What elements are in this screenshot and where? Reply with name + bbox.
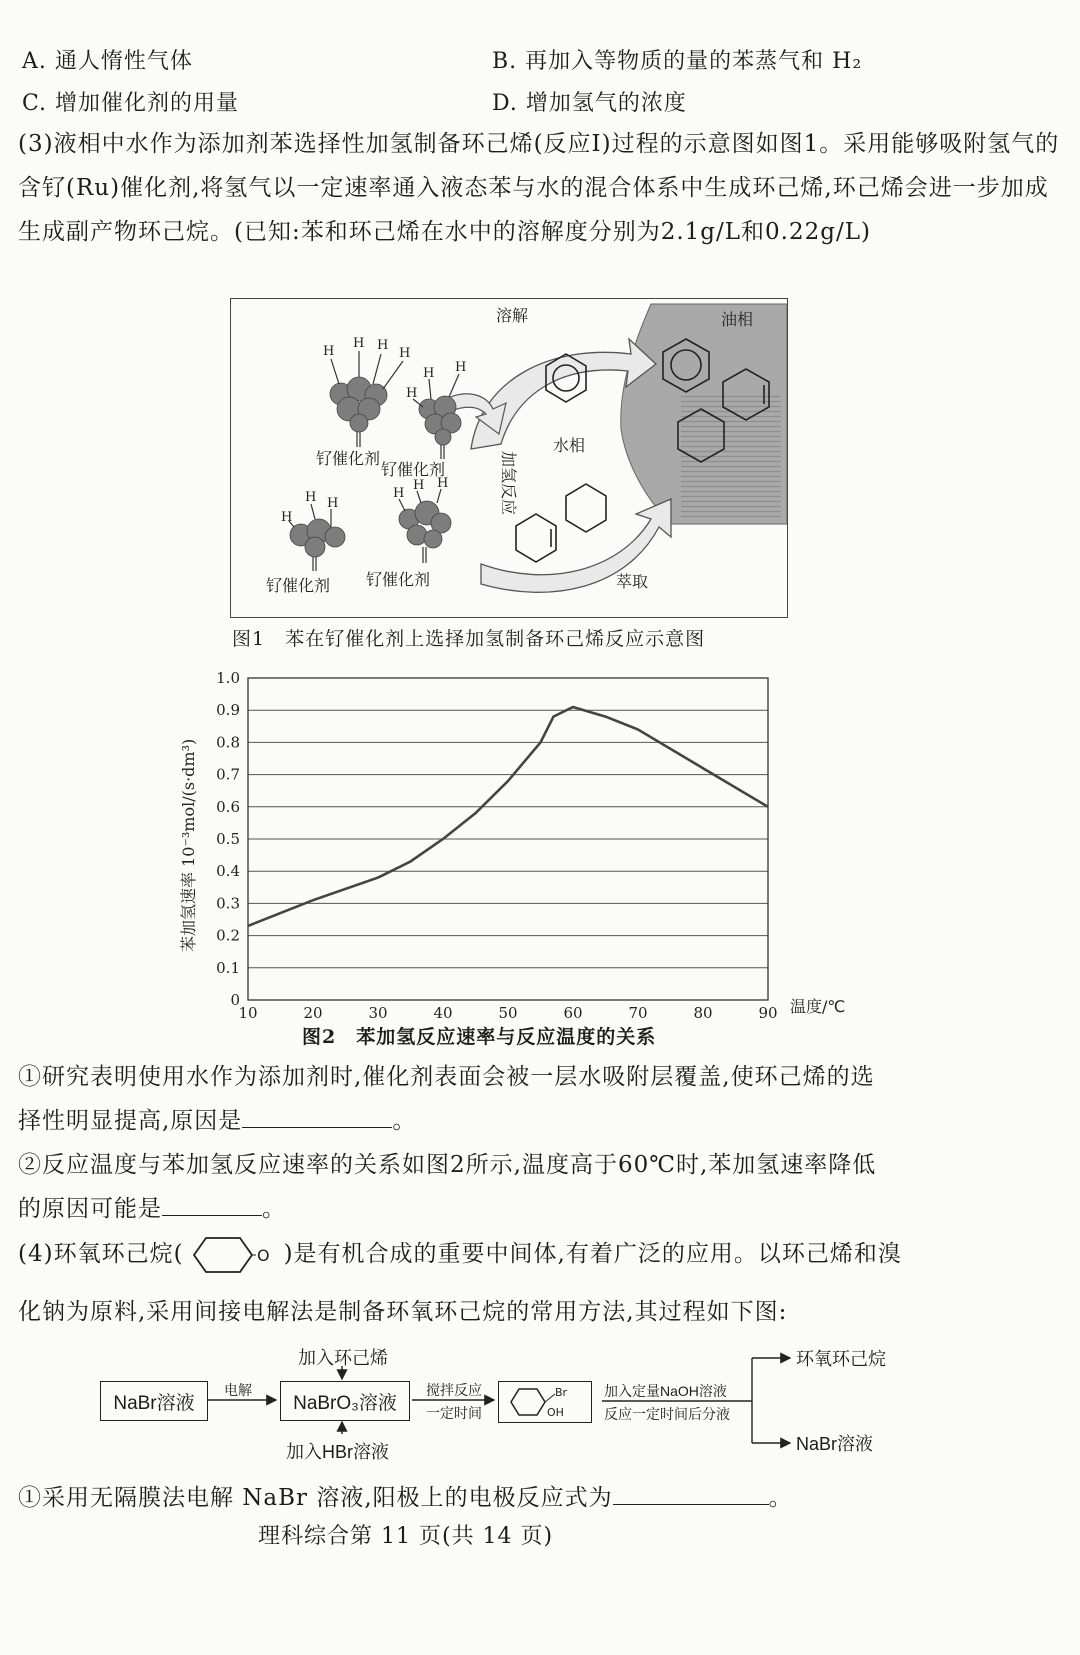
naoh-step-bottom: 反应一定时间后分液 [604, 1406, 730, 1422]
catalyst-label-4: 钌催化剂 [366, 570, 431, 589]
svg-text:H: H [423, 366, 435, 381]
x-tick-labels [238, 1004, 777, 1022]
y-tick-label: 1.0 [216, 669, 240, 687]
catalyst-label-2: 钌催化剂 [381, 460, 446, 479]
svg-text:H: H [406, 386, 418, 401]
product-epoxide: 环氧环己烷 [796, 1349, 886, 1369]
svg-text:Br: Br [555, 1386, 568, 1399]
option-c: C. 增加催化剂的用量 [22, 91, 240, 116]
oil-phase-label: 油相 [721, 310, 754, 329]
stir-label-top: 搅拌反应 [426, 1382, 482, 1398]
x-tick-label: 50 [498, 1004, 518, 1022]
flow-arrows [0, 1340, 1080, 1460]
q3-sub2-line2: 的原因可能是 。 [18, 1187, 1062, 1231]
option-a: A. 通人惰性气体 [22, 49, 193, 74]
y-tick-label: 0.5 [216, 830, 240, 848]
catalyst-label-1: 钌催化剂 [316, 449, 381, 468]
svg-text:OH: OH [547, 1406, 564, 1419]
product-nabr: NaBr溶液 [796, 1434, 874, 1454]
nabro3-solution-box: NaBrO₃溶液 [280, 1381, 410, 1421]
x-tick-label: 90 [758, 1004, 778, 1022]
x-tick-label: 80 [693, 1004, 713, 1022]
q4-sub1: ①采用无隔膜法电解 NaBr 溶液,阳极上的电极反应式为 。 [18, 1476, 1062, 1520]
answer-blank-3[interactable] [613, 1482, 769, 1505]
catalyst-cluster-2 [419, 396, 461, 445]
svg-text:H: H [353, 336, 365, 351]
svg-text:H: H [413, 478, 425, 493]
figure-1 [230, 298, 788, 618]
x-tick-label: 70 [628, 1004, 648, 1022]
extraction-label: 萃取 [616, 572, 649, 591]
svg-text:O: O [256, 1246, 271, 1265]
y-tick-label: 0.1 [216, 958, 240, 977]
water-cyclohexene-2 [516, 514, 556, 562]
option-b: B. 再加入等物质的量的苯蒸气和 H₂ [492, 49, 863, 74]
y-tick-label: 0.9 [216, 701, 240, 720]
dissolve-label: 溶解 [496, 306, 529, 325]
x-tick-label: 20 [303, 1004, 323, 1022]
catalyst-cluster-1 [330, 377, 387, 432]
answer-blank-1[interactable] [242, 1105, 392, 1128]
x-tick-label: 30 [368, 1004, 388, 1022]
catalyst-cluster-4 [399, 501, 451, 548]
figure-1-diagram [231, 299, 787, 617]
catalyst-cluster-3 [290, 519, 345, 557]
water-phase-label: 水相 [553, 436, 586, 455]
hydrogenation-label: 加氢反应 [499, 451, 518, 516]
answer-blank-2[interactable] [162, 1193, 262, 1216]
svg-text:H: H [305, 490, 317, 505]
x-tick-label: 40 [433, 1004, 453, 1022]
figure-2-caption: 图2 苯加氢反应速率与反应温度的关系 [302, 1026, 657, 1048]
naoh-step-top: 加入定量NaOH溶液 [604, 1383, 727, 1399]
svg-text:H: H [323, 344, 335, 359]
y-tick-label: 0.3 [216, 894, 240, 913]
x-tick-label: 60 [563, 1004, 583, 1022]
series-line [248, 707, 768, 926]
option-d: D. 增加氢气的浓度 [492, 91, 687, 116]
electrolysis-label: 电解 [224, 1382, 252, 1398]
svg-text:H: H [377, 338, 389, 353]
epoxycyclohexane-structure [184, 1235, 284, 1275]
oil-phase-hatching [681, 394, 781, 519]
svg-text:H: H [455, 360, 467, 375]
x-axis-label: 温度/℃ [790, 997, 846, 1016]
nabr-solution-box: NaBr溶液 [100, 1381, 208, 1421]
input-cyclohexene: 加入环己烯 [298, 1348, 388, 1368]
page-footer: 理科综合第 11 页(共 14 页) [258, 1524, 554, 1549]
y-tick-label: 0.6 [216, 797, 240, 816]
y-tick-label: 0.2 [216, 926, 240, 945]
y-tick-label: 0.4 [216, 862, 240, 881]
figure-1-caption: 图1 苯在钌催化剂上选择加氢制备环己烯反应示意图 [232, 628, 706, 650]
svg-text:H: H [399, 346, 411, 361]
q4-line2: 化钠为原料,采用间接电解法是制备环氧环己烷的常用方法,其过程如下图: [18, 1299, 788, 1325]
q3-sub1-line2: 择性明显提高,原因是 。 [18, 1099, 1062, 1143]
q4-line1: (4)环氧环己烷( O )是有机合成的重要中间体,有着广泛的应用。以环己烯和溴 [18, 1232, 1062, 1276]
svg-text:H: H [393, 486, 405, 501]
q3-sub2-line1: ②反应温度与苯加氢反应速率的关系如图2所示,温度高于60℃时,苯加氢速率降低 [18, 1152, 877, 1178]
chart-grid [248, 678, 768, 968]
input-hbr: 加入HBr溶液 [286, 1442, 389, 1462]
y-tick-labels [216, 669, 240, 1009]
water-cyclohexene-1 [566, 484, 606, 532]
svg-text:H: H [281, 510, 293, 525]
y-tick-label: 0.8 [216, 733, 240, 752]
stir-label-bottom: 一定时间 [426, 1405, 482, 1421]
y-tick-label: 0.7 [216, 765, 240, 784]
x-tick-label: 10 [238, 1004, 258, 1022]
y-tick-label: 0 [230, 991, 240, 1009]
svg-text:H: H [327, 496, 339, 511]
catalyst-label-3: 钌催化剂 [266, 576, 331, 595]
svg-text:H: H [437, 476, 449, 491]
y-axis-label: 苯加氢速率 10⁻³mol/(s·dm³) [179, 738, 198, 952]
question-3-text: (3)液相中水作为添加剂苯选择性加氢制备环己烯(反应Ⅰ)过程的示意图如图1。采用能够吸附氢气的含钌(Ru)催化剂,将氢气以一定速率通入液态苯与水的混合体系中生成环己烯,环己烯会进一步加成生成副产物环己烷。(已知:苯和环己烯在水中的溶解度分别为2.1g/L和0.22g/L) [18, 131, 1060, 245]
figure-2-chart [170, 662, 870, 1052]
q3-sub1-line1: ①研究表明使用水作为添加剂时,催化剂表面会被一层水吸附层覆盖,使环己烯的选 [18, 1064, 875, 1090]
